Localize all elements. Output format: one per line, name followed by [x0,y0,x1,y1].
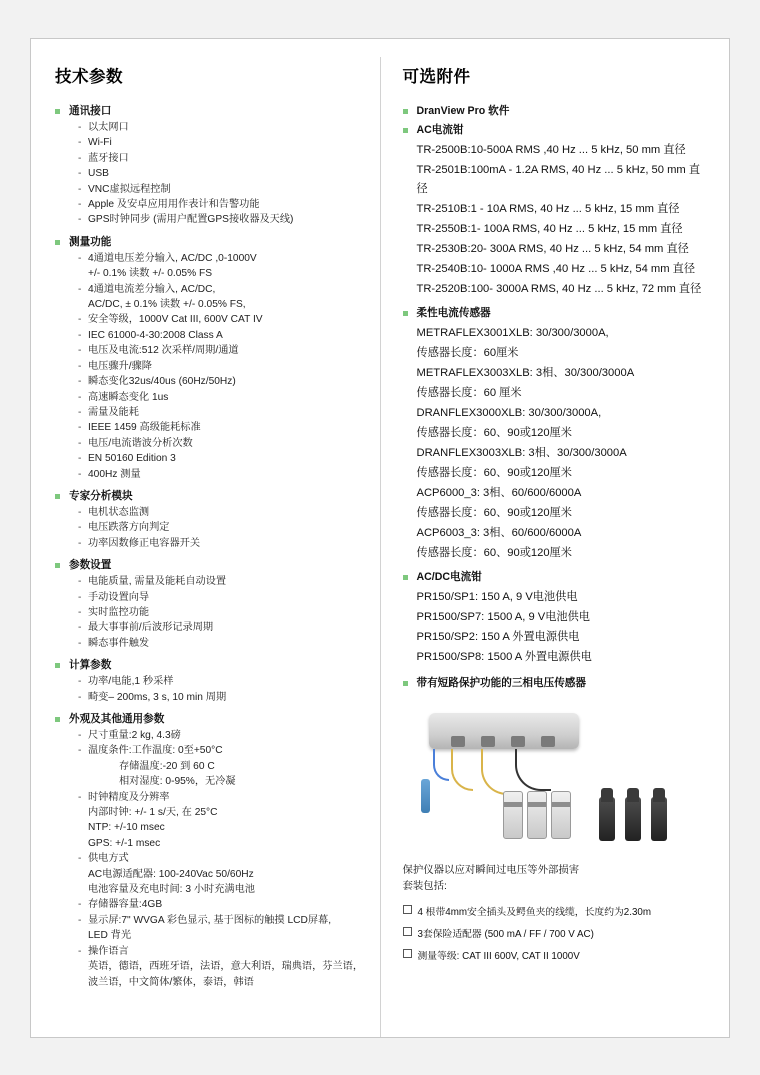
accessory-item: TR-2500B:10-500A RMS ,40 Hz ... 5 kHz, 50 mm 直径 [416,144,686,156]
spec-item: - 高速瞬态变化 1us [77,390,366,405]
alligator-clip [625,797,641,841]
spec-sublist [69,120,366,228]
spec-item: - 安全等级，1000V Cat III, 600V CAT IV [77,312,366,327]
checklist-item [403,927,712,942]
spec-item: 波兰语，中文简体/繁体，泰语，韩语 [88,976,254,988]
alligator-clip [599,797,615,841]
accessory-group-label: 带有短路保护功能的三相电压传感器 [416,677,586,689]
spec-item: GPS: +/-1 msec [88,837,161,849]
accessory-item: PR1500/SP7: 1500 A, 9 V电池供电 [416,611,590,623]
spec-item: - IEEE 1459 高级能耗标准 [77,420,366,435]
spec-item: - USB [77,166,366,181]
spec-item: - 温度条件:工作温度: 0至+50°C [77,743,366,758]
sensor-body [429,713,579,749]
accessory-item: ACP6003_3: 3相、60/600/6000A [416,527,582,539]
accessory-item: ACP6000_3: 3相、60/600/6000A [416,487,582,499]
spec-group-calculated [55,657,366,705]
spec-item: - 需量及能耗 [77,405,366,420]
spec-item: - 电机状态监测 [77,505,366,520]
accessory-group-flex-sensor [403,305,712,321]
accessory-item: TR-2540B:10- 1000A RMS ,40 Hz ... 5 kHz, 54 mm 直径 [416,263,696,275]
alligator-clip [651,797,667,841]
spec-item: - 电能质量, 需量及能耗自动设置 [77,574,366,589]
accessory-group-acdc-clamp [403,569,712,585]
cable-yellow [481,749,509,795]
spec-item: - 功率/电能,1 秒采样 [77,674,366,689]
fuse-adapter [503,791,523,839]
cable-yellow [451,749,473,791]
spec-group-label: 计算参数 [69,659,112,672]
accessory-item: METRAFLEX3003XLB: 3相、30/300/3000A [416,367,635,379]
accessory-group-label: AC电流钳 [416,124,464,136]
spec-item: - 时钟精度及分辨率 [77,790,366,805]
adapter-band [552,802,570,807]
spec-item: - 400Hz 测量 [77,467,366,482]
spec-group-label: 参数设置 [69,559,112,572]
spec-item: - IEC 61000-4-30:2008 Class A [77,328,366,343]
accessory-group-label: 柔性电流传感器 [416,307,491,319]
spec-group-measurement [55,234,366,482]
spec-item: - 功率因数修正电容器开关 [77,536,366,551]
spec-item: 电池容量及充电时间: 3 小时充满电池 [88,884,255,896]
sensor-port [541,736,555,747]
sensor-port [511,736,525,747]
spec-item: - 供电方式 [77,851,366,866]
spec-sublist [69,674,366,705]
spec-item: - 4通道电压差分输入, AC/DC ,0-1000V [77,251,366,266]
spec-group-label: 外观及其他通用参数 [69,713,165,725]
spec-group-settings [55,557,366,651]
accessory-item: TR-2501B:100mA - 1.2A RMS, 40 Hz ... 5 kHz, 50 mm 直径 [416,164,701,195]
spec-item: - Apple 及安卓应用用作表计和告警功能 [77,197,366,212]
accessory-group-label: AC/DC电流钳 [416,571,482,583]
accessory-item: DRANFLEX3003XLB: 3相、30/300/3000A [416,447,627,459]
spec-group-label: 专家分析模块 [69,489,133,502]
checkbox-icon [403,949,412,958]
spec-item: - 操作语言 [77,944,366,959]
accessory-item: 传感器长度：60厘米 [416,347,519,359]
spec-item: - 电压/电流谐波分析次数 [77,436,366,451]
spec-item: AC/DC, ± 0.1% 读数 +/- 0.05% FS, [88,299,246,311]
spec-item: - 手动设置向导 [77,590,366,605]
spec-item: - GPS时钟同步 (需用户配置GPS接收器及天线) [77,212,366,227]
spec-item: - EN 50160 Edition 3 [77,451,366,466]
checkbox-icon [403,905,412,914]
optional-accessories-column [381,57,730,1037]
accessory-item: 传感器长度：60、90或120厘米 [416,467,572,479]
adapter-band [528,802,546,807]
checklist-label: 测量等级: CAT III 600V, CAT II 1000V [417,951,580,962]
checklist-item [403,905,712,920]
spec-item: - 实时监控功能 [77,605,366,620]
accessory-item: PR1500/SP8: 1500 A 外置电源供电 [416,651,592,663]
checklist-item [403,949,712,964]
spec-item: 相对湿度: 0-95%，无冷凝 [119,776,236,788]
checklist-label: 4 根带4mm安全插头及鳄鱼夹的线缆，长度约为2.30m [417,907,652,918]
spec-sublist [69,251,366,482]
sensor-port [481,736,495,747]
kit-checklist [403,905,712,964]
accessory-group-software [403,103,712,119]
accessories-list [403,103,712,691]
spec-item: - 瞬态变化32us/40us (60Hz/50Hz) [77,374,366,389]
spec-group-general [55,711,366,990]
accessory-item: 传感器长度：60、90或120厘米 [416,427,572,439]
spec-item: - 瞬态事件触发 [77,636,366,651]
spec-sublist [69,728,366,990]
accessory-item: TR-2510B:1 - 10A RMS, 40 Hz ... 5 kHz, 15 mm 直径 [416,203,680,215]
spec-item: +/- 0.1% 读数 +/- 0.05% FS [88,268,212,280]
spec-group-label: 测量功能 [69,235,112,248]
spec-item: - 蓝牙接口 [77,151,366,166]
accessory-item: METRAFLEX3001XLB: 30/300/3000A, [416,327,609,339]
spec-item: - 以太网口 [77,120,366,135]
accessory-item: 传感器长度：60、90或120厘米 [416,507,572,519]
spec-group-label: 通讯接口 [69,105,112,117]
spec-item: - 电压及电流:512 次采样/周期/通道 [77,343,366,358]
spec-sublist [69,574,366,651]
spec-sublist [69,505,366,551]
cable-black [515,749,551,791]
protection-note: 保护仪器以应对瞬间过电压等外部损害 [402,865,580,876]
technical-specs-list [55,103,366,990]
spec-item: - 电压骤升/骤降 [77,359,366,374]
kit-includes-label: 套装包括: [402,881,447,892]
fuse-adapter [551,791,571,839]
spec-item: NTP: +/-10 msec [88,822,165,834]
cable-blue [433,749,449,781]
spec-item: AC电源适配器: 100-240Vac 50/60Hz [88,868,254,880]
accessory-item: 传感器长度：60、90或120厘米 [416,547,572,559]
spec-item: - 4通道电流差分输入, AC/DC, [77,282,366,297]
spec-item: - 电压跌落方向判定 [77,520,366,535]
spec-group-communication [55,103,366,228]
accessory-item: TR-2520B:100- 3000A RMS, 40 Hz ... 5 kHz, 72 mm 直径 [416,283,702,295]
voltage-sensor-kit-image [403,705,703,853]
accessory-item: PR150/SP2: 150 A 外置电源供电 [416,631,580,643]
spec-item: 内部时钟: +/- 1 s/天, 在 25°C [88,807,218,819]
spec-group-expert-analysis [55,488,366,551]
spec-item: - Wi-Fi [77,135,366,150]
accessory-item: PR150/SP1: 150 A, 9 V电池供电 [416,591,578,603]
technical-specs-column [31,57,381,1037]
accessory-group-label: DranView Pro 软件 [416,105,510,117]
blue-probe [421,779,430,813]
accessory-item: TR-2530B:20- 300A RMS, 40 Hz ... 5 kHz, 54 mm 直径 [416,243,689,255]
fuse-adapter [527,791,547,839]
spec-item: - 畸变– 200ms, 3 s, 10 min 周期 [77,690,366,705]
accessory-group-voltage-sensor [403,675,712,691]
spec-item: - 显示屏:7" WVGA 彩色显示, 基于图标的触摸 LCD屏幕, [77,913,366,928]
optional-accessories-title: 可选附件 [402,68,471,86]
accessory-item: DRANFLEX3000XLB: 30/300/3000A, [416,407,602,419]
sensor-port [451,736,465,747]
technical-specs-title: 技术参数 [55,68,123,86]
adapter-band [504,802,522,807]
accessory-item: TR-2550B:1- 100A RMS, 40 Hz ... 5 kHz, 15 mm 直径 [416,223,683,235]
spec-item: - 存储器容量:4GB [77,897,366,912]
checkbox-icon [403,927,412,936]
spec-item: 英语，德语，西班牙语，法语，意大利语，瑞典语，芬兰语， [88,961,364,973]
accessory-item: 传感器长度：60 厘米 [416,387,522,399]
spec-sheet [30,38,730,1038]
spec-item: 存储温度:-20 到 60 C [119,760,215,772]
spec-item: - 尺寸重量:2 kg, 4.3磅 [77,728,366,743]
spec-item: LED 背光 [88,930,132,942]
spec-item: - VNC虚拟远程控制 [77,182,366,197]
accessory-group-ac-clamp [403,122,712,138]
spec-item: - 最大事事前/后波形记录周期 [77,620,366,635]
checklist-label: 3套保险适配器 (500 mA / FF / 700 V AC) [417,929,594,940]
